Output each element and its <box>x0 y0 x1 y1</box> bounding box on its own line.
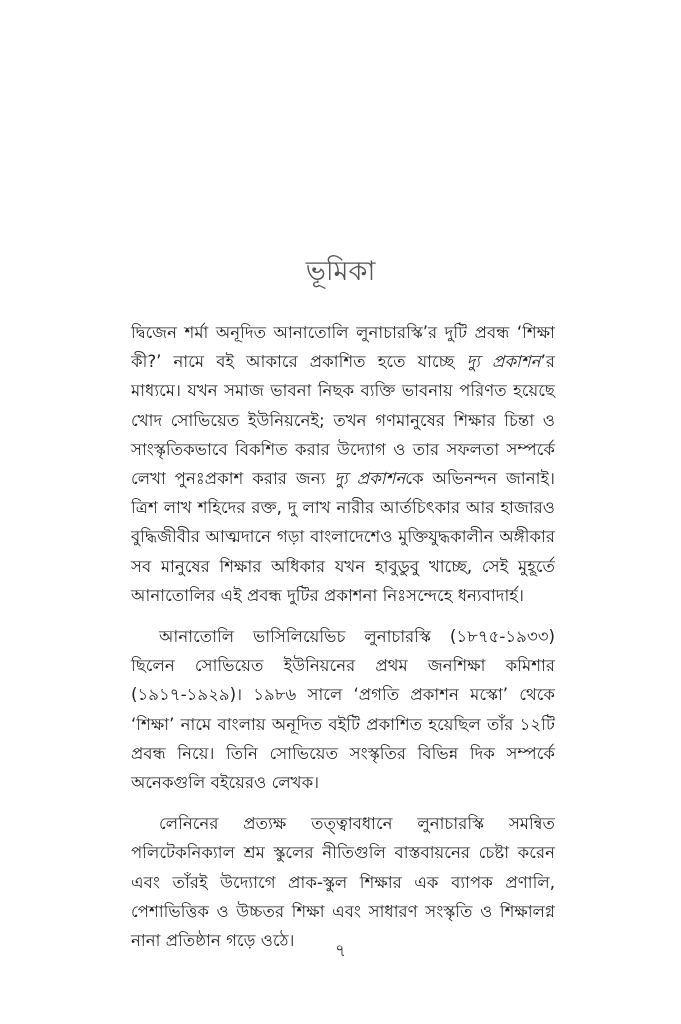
paragraph-2: আনাতোলি ভাসিলিয়েভিচ লুনাচারস্কি (১৮৭৫-১৯৩৩) ছিলেন সোভিয়েত ইউনিয়নের প্রথম জনশিক্ষা কমিশার (১৯১৭-১৯২৯)। ১৯৮৬ সালে ‘প্রগতি প্রকাশন মস্কো’ থেকে ‘শিক্ষা’ নামে বাংলায় অনূদিত বইটি প্রকাশিত হয়েছিল তাঁর ১২টি প্রবন্ধ নিয়ে। তিনি সোভিয়েত সংস্কৃতির বিভিন্ন দিক সম্পর্কে অনেকগুলি বইয়েরও লেখক। <box>131 627 555 793</box>
paragraph-1-part-3: ’র মাধ্যমে। যখন সমাজ ভাবনা নিছক ব্যক্তি ভাবনায় পরিণত হয়েছে খোদ সোভিয়েত ইউনিয়নেই; তখন গণমানুষের শিক্ষার চিন্তা ও সাংস্কৃতিকভাবে বিকশিত করার উদ্যোগ ও তার সফলতা সম্পর্কে লেখা পুনঃপ্রকাশ করার জন্য <box>131 352 555 489</box>
paragraph-1-part-5: কে অভিনন্দন জানাই। ত্রিশ লাখ শহিদের রক্ত, দু লাখ নারীর আর্তচিৎকার আর হাজারও বুদ্ধিজীবীর আত্মদানে গড়া বাংলাদেশেও মুক্তিযুদ্ধকালীন অঙ্গীকার সব মানুষের শিক্ষার অধিকার যখন হাবুডুবু খাচ্ছে, সেই মুহূর্তে আনাতোলির এই প্রবন্ধ দুটির প্রকাশনা নিঃসন্দেহে ধন্যবাদার্হ। <box>131 469 555 605</box>
preface-body <box>131 318 555 967</box>
paragraph-1-part-1: দ্বিজেন শর্মা অনূদিত আনাতোলি লুনাচারস্কি’র দুটি প্রবন্ধ ‘শিক্ষা কী?’ নামে বই আকারে প্রকাশিত হতে যাচ্ছে <box>131 323 555 372</box>
paragraph-3: লেনিনের প্রত্যক্ষ তত্ত্বাবধানে লুনাচারস্কি সমন্বিত পলিটেকনিক্যাল শ্রম স্কুলের নীতিগুলি বাস্তবায়নের চেষ্টা করেন এবং তাঁরই উদ্যোগে প্রাক-স্কুল শিক্ষার এক ব্যাপক প্রণালি, পেশাভিত্তিক ও উচ্চতর শিক্ষা এবং সাধারণ সংস্কৃতি ও শিক্ষালগ্ন নানা প্রতিষ্ঠান গড়ে ওঠে। <box>131 814 555 951</box>
page-number: ৭ <box>334 941 347 961</box>
paragraph-1 <box>131 318 555 610</box>
page-title: ভূমিকা <box>305 256 376 287</box>
publisher-name: দ্যু প্রকাশন <box>466 352 541 372</box>
publisher-name: দ্যু প্রকাশন <box>334 469 406 489</box>
